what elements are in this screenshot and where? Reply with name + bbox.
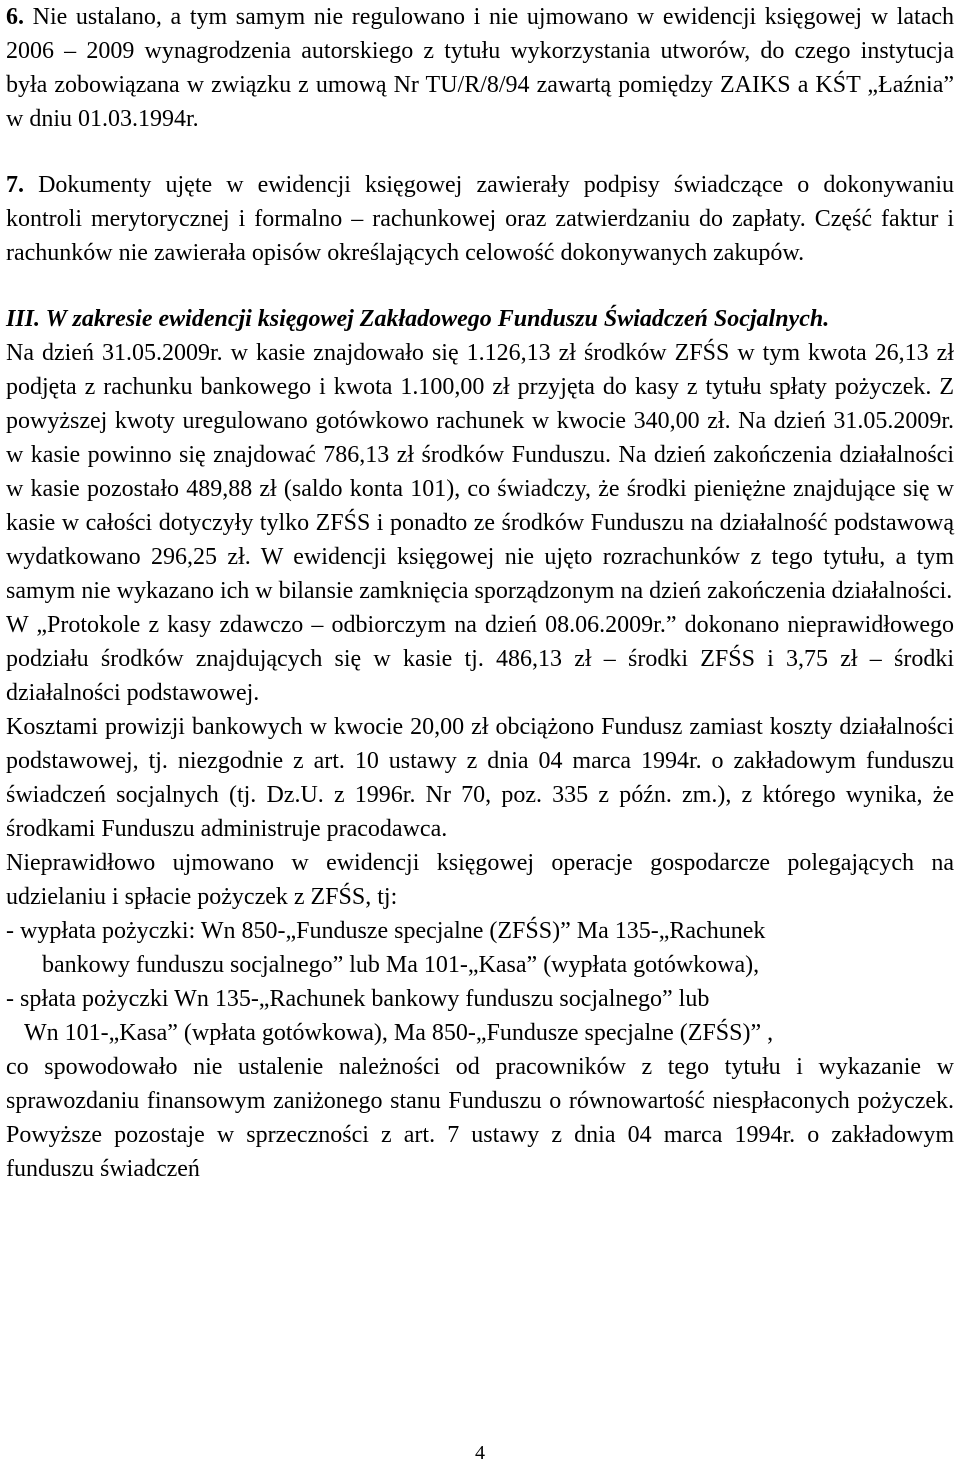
list-item-loan-repayment-line-1: - spłata pożyczki Wn 135-„Rachunek bankowy funduszu socjalnego” lub	[6, 986, 710, 1012]
section-7-number: 7.	[6, 172, 24, 198]
section-7	[6, 168, 954, 270]
list-item-loan-repayment-line-2: Wn 101-„Kasa” (wpłata gotówkowa), Ma 850-„Fundusze specjalne (ZFŚS)” ,	[24, 1020, 774, 1046]
spacer	[6, 136, 954, 168]
page-number: 4	[475, 1442, 485, 1464]
section-7-text: Dokumenty ujęte w ewidencji księgowej zawierały podpisy świadczące o dokonywaniu kontroli merytorycznej i formalno – rachunkowej oraz zatwierdzaniu do zapłaty. Część faktur i rachunków nie zawierała opisów określających celowość dokonywanych zakupów.	[6, 172, 954, 266]
section-6	[6, 0, 954, 136]
section-6-text: Nie ustalano, a tym samym nie regulowano i nie ujmowano w ewidencji księgowej w latach 2006 – 2009 wynagrodzenia autorskiego z tytułu wykorzystania utworów, do czego instytucja była zobowiązana w związku z umową Nr TU/R/8/94 zawartą pomiędzy ZAIKS a KŚT „Łaźnia” w dniu 01.03.1994r.	[6, 4, 954, 132]
paragraph-bank-fees: Kosztami prowizji bankowych w kwocie 20,00 zł obciążono Fundusz zamiast koszty działalności podstawowej, tj. niezgodnie z art. 10 ustawy z dnia 04 marca 1994r. o zakładowym funduszu świadczeń socjalnych (tj. Dz.U. z 1996r. Nr 70, poz. 335 z późn. zm.), z którego wynika, że środkami Funduszu administruje pracodawca.	[6, 714, 954, 842]
section-6-number: 6.	[6, 4, 24, 30]
list-item-loan-payout	[6, 914, 954, 982]
list-item-loan-payout-line-2: bankowy funduszu socjalnego” lub Ma 101-„Kasa” (wypłata gotówkowa),	[42, 952, 760, 978]
paragraph-loan-entries: Nieprawidłowo ujmowano w ewidencji księgowej operacje gospodarcze polegających na udzielaniu i spłacie pożyczek z ZFŚS, tj:	[6, 850, 954, 910]
list-item-loan-repayment	[6, 982, 954, 1050]
spacer	[6, 270, 954, 302]
document-page	[6, 0, 954, 1186]
list-item-loan-payout-line-1: - wypłata pożyczki: Wn 850-„Fundusze specjalne (ZFŚS)” Ma 135-„Rachunek	[6, 918, 766, 944]
section-3-heading: III. W zakresie ewidencji księgowej Zakładowego Funduszu Świadczeń Socjalnych.	[6, 306, 830, 332]
paragraph-cash-balance: Na dzień 31.05.2009r. w kasie znajdowało się 1.126,13 zł środków ZFŚS w tym kwota 26,13 zł podjęta z rachunku bankowego i kwota 1.100,00 zł przyjęta do kasy z tytułu spłaty pożyczek. Z powyższej kwoty uregulowano gotówkowo rachunek w kwocie 340,00 zł. Na dzień 31.05.2009r. w kasie powinno się znajdować 786,13 zł środków Funduszu. Na dzień zakończenia działalności w kasie pozostało 489,88 zł (saldo konta 101), co świadczy, że środki pieniężne znajdujące się w kasie w całości dotyczyły tylko ZFŚS i ponadto ze środków Funduszu na działalność podstawową wydatkowano 296,25 zł. W ewidencji księgowej nie ujęto rozrachunków z tego tytułu, a tym samym nie wykazano ich w bilansie zamknięcia sporządzonym na dzień zakończenia działalności.	[6, 340, 954, 604]
paragraph-protocol: W „Protokole z kasy zdawczo – odbiorczym na dzień 08.06.2009r.” dokonano nieprawidłowego podziału środków znajdujących się w kasie tj. 486,13 zł – środki ZFŚS i 3,75 zł – środki działalności podstawowej.	[6, 612, 954, 706]
paragraph-consequences: co spowodowało nie ustalenie należności od pracowników z tego tytułu i wykazanie w sprawozdaniu finansowym zaniżonego stanu Funduszu o równowartość niespłaconych pożyczek. Powyższe pozostaje w sprzeczności z art. 7 ustawy z dnia 04 marca 1994r. o zakładowym funduszu świadczeń	[6, 1054, 954, 1182]
